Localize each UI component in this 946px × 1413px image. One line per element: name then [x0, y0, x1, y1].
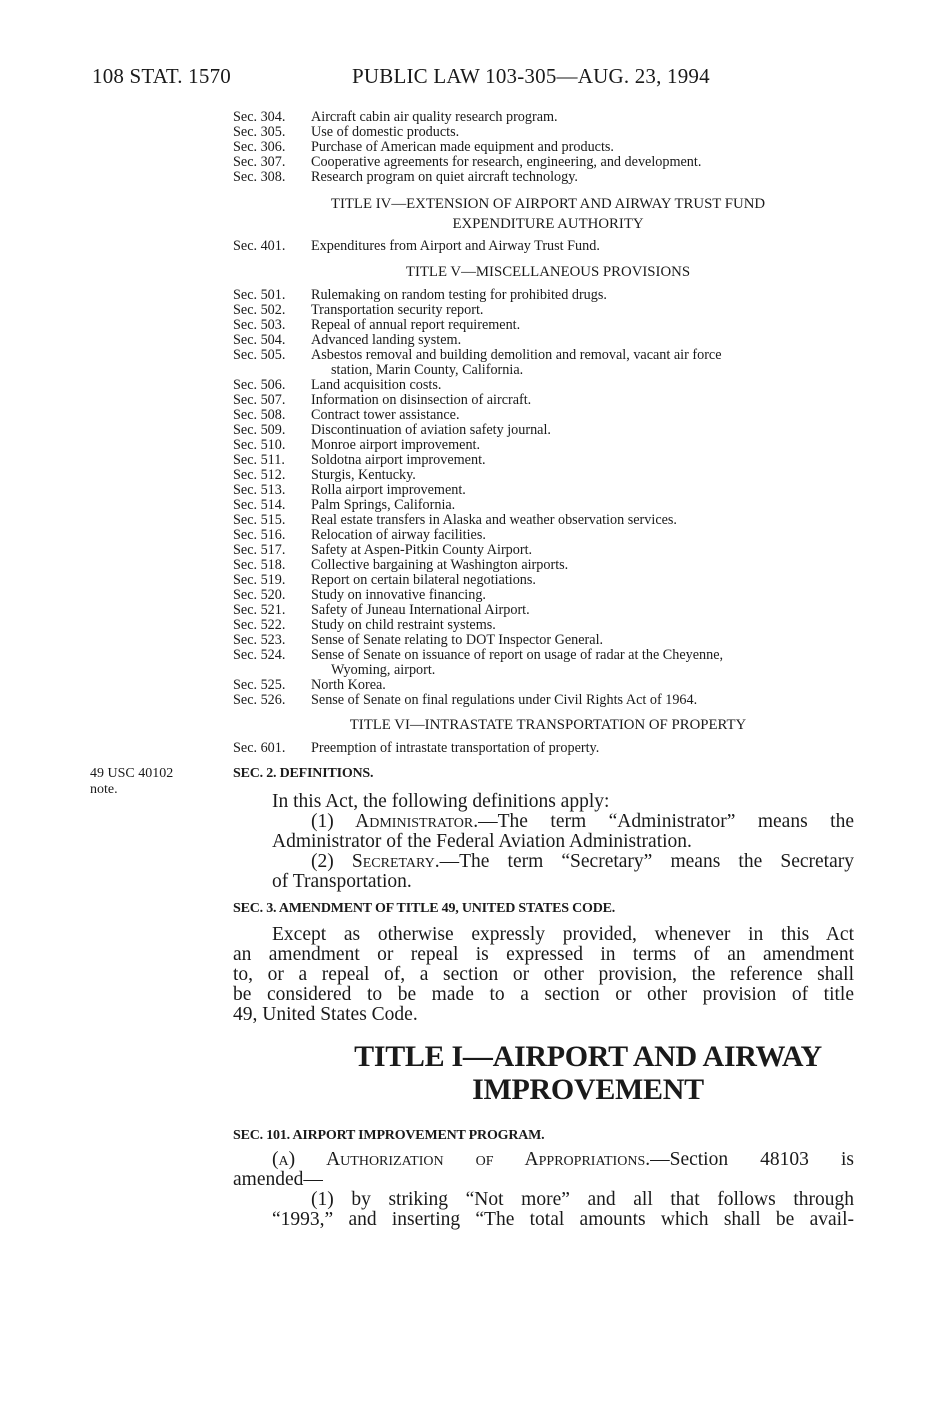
toc-line-continuation: Wyoming, airport.	[331, 662, 436, 678]
toc-line: Sec. 308. Research program on quiet aircraft technology.	[233, 169, 578, 185]
definition-2-line-1: (2) Secretary.—The term “Secretary” means the Secretary	[311, 851, 854, 872]
toc-line: Sec. 523. Sense of Senate relating to DOT Inspector General.	[233, 632, 604, 648]
toc-line: Sec. 521. Safety of Juneau International Airport.	[233, 602, 530, 618]
toc-line: Sec. 306. Purchase of American made equipment and products.	[233, 139, 614, 155]
toc-line: Sec. 509. Discontinuation of aviation safety journal.	[233, 422, 551, 438]
page-stat-citation: 108 STAT. 1570	[92, 64, 231, 88]
toc-line: Sec. 401. Expenditures from Airport and Airway Trust Fund.	[233, 238, 600, 254]
toc-line: Sec. 304. Aircraft cabin air quality research program.	[233, 109, 558, 125]
toc-line: Sec. 522. Study on child restraint systems.	[233, 617, 496, 633]
toc-line: Sec. 508. Contract tower assistance.	[233, 407, 460, 423]
toc-line: Sec. 505. Asbestos removal and building demolition and removal, vacant air force	[233, 347, 722, 363]
section-2-heading: SEC. 2. DEFINITIONS.	[233, 766, 374, 781]
title-i-heading: TITLE I—AIRPORT AND AIRWAY	[354, 1040, 822, 1073]
margin-note-citation: 49 USC 40102	[90, 766, 174, 781]
toc-line: Sec. 501. Rulemaking on random testing for prohibited drugs.	[233, 287, 607, 303]
margin-note-citation-cont: note.	[90, 782, 118, 797]
section-3-line: 49, United States Code.	[233, 1004, 418, 1025]
section-101-heading: SEC. 101. AIRPORT IMPROVEMENT PROGRAM.	[233, 1128, 545, 1143]
toc-line: Sec. 507. Information on disinsection of aircraft.	[233, 392, 532, 408]
toc-line: Sec. 525. North Korea.	[233, 677, 386, 693]
toc-line: Sec. 526. Sense of Senate on final regulations under Civil Rights Act of 1964.	[233, 692, 698, 708]
toc-line: Sec. 518. Collective bargaining at Washington airports.	[233, 557, 569, 573]
toc-line: Sec. 512. Sturgis, Kentucky.	[233, 467, 416, 483]
section-3-heading: SEC. 3. AMENDMENT OF TITLE 49, UNITED STATES CODE.	[233, 901, 616, 916]
toc-line: Sec. 513. Rolla airport improvement.	[233, 482, 466, 498]
toc-title-vi: TITLE VI—INTRASTATE TRANSPORTATION OF PROPERTY	[349, 717, 747, 733]
toc-line: Sec. 515. Real estate transfers in Alaska and weather observation services.	[233, 512, 677, 528]
toc-line: Sec. 503. Repeal of annual report requirement.	[233, 317, 521, 333]
toc-line: Sec. 510. Monroe airport improvement.	[233, 437, 481, 453]
toc-title-iv-cont: EXPENDITURE AUTHORITY	[452, 216, 644, 232]
toc-line: Sec. 601. Preemption of intrastate transportation of property.	[233, 740, 600, 756]
toc-line: Sec. 519. Report on certain bilateral negotiations.	[233, 572, 536, 588]
page-law-header: PUBLIC LAW 103-305—AUG. 23, 1994	[352, 64, 710, 88]
toc-title-iv: TITLE IV—EXTENSION OF AIRPORT AND AIRWAY TRUST FUND	[330, 196, 766, 212]
definition-1-line-1: (1) Administrator.—The term “Administrator” means the	[311, 811, 854, 832]
toc-line-continuation: station, Marin County, California.	[331, 362, 524, 378]
toc-line: Sec. 524. Sense of Senate on issuance of report on usage of radar at the Cheyenne,	[233, 647, 724, 663]
toc-line: Sec. 506. Land acquisition costs.	[233, 377, 442, 393]
definition-2-line-2: of Transportation.	[272, 871, 412, 892]
title-i-heading-cont: IMPROVEMENT	[472, 1073, 704, 1106]
section-101-para-1-line-2: “1993,” and inserting “The total amounts which shall be avail-	[272, 1209, 854, 1230]
toc-line: Sec. 305. Use of domestic products.	[233, 124, 460, 140]
section-3-line: Except as otherwise expressly provided, whenever in this Act	[272, 924, 854, 945]
toc-line: Sec. 511. Soldotna airport improvement.	[233, 452, 486, 468]
toc-line: Sec. 517. Safety at Aspen-Pitkin County Airport.	[233, 542, 533, 558]
toc-line: Sec. 307. Cooperative agreements for research, engineering, and development.	[233, 154, 702, 170]
toc-line: Sec. 502. Transportation security report.	[233, 302, 484, 318]
toc-line: Sec. 516. Relocation of airway facilities.	[233, 527, 486, 543]
section-101-a-line-2: amended—	[233, 1169, 323, 1190]
toc-title-v: TITLE V—MISCELLANEOUS PROVISIONS	[405, 264, 691, 280]
toc-line: Sec. 520. Study on innovative financing.	[233, 587, 486, 603]
section-101-para-1-line-1: (1) by striking “Not more” and all that follows through	[311, 1189, 854, 1210]
toc-line: Sec. 504. Advanced landing system.	[233, 332, 462, 348]
section-3-line: to, or a repeal of, a section or other provision, the reference shall	[233, 964, 854, 985]
section-2-intro: In this Act, the following definitions apply:	[272, 791, 610, 812]
section-101-a-line-1: (a) Authorization of Appropriations.—Section 48103 is	[272, 1149, 854, 1170]
section-3-line: an amendment or repeal is expressed in terms of an amendment	[233, 944, 854, 965]
toc-line: Sec. 514. Palm Springs, California.	[233, 497, 456, 513]
section-3-line: be considered to be made to a section or other provision of title	[233, 984, 854, 1005]
definition-1-line-2: Administrator of the Federal Aviation Administration.	[272, 831, 692, 852]
